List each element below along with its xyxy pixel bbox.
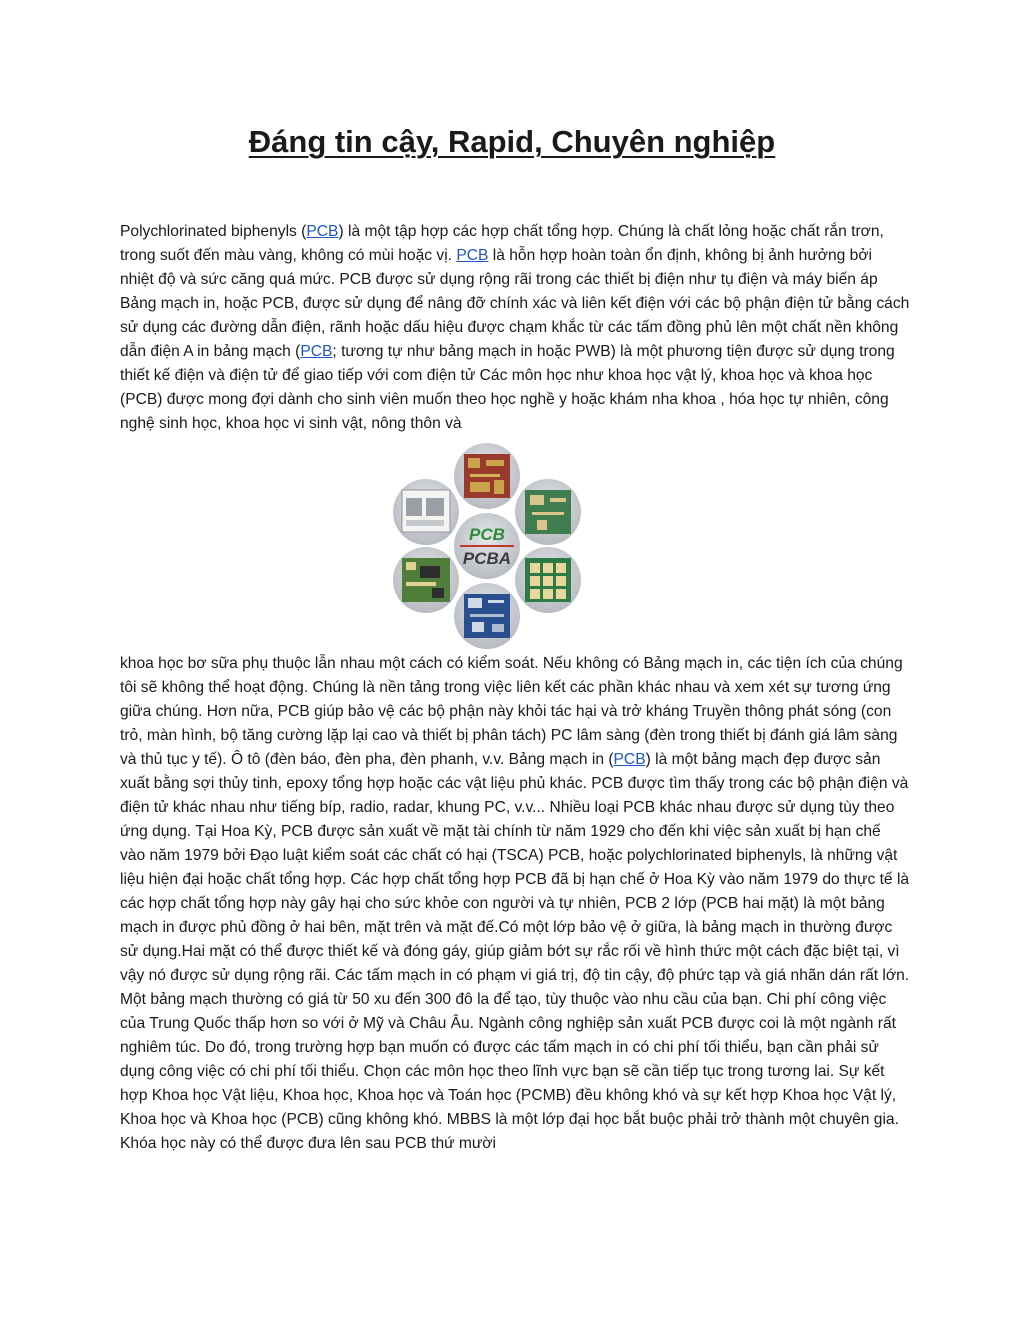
red-board-disc xyxy=(454,443,520,509)
text-run: ) là một tập hợp các hợp chất tổng hợp. Chúng là chất lỏng hoặc chất rắn trơn, trong suốt đến màu vàng, không có mùi hoặc vị. xyxy=(120,223,884,264)
pcb-link[interactable]: PCB xyxy=(613,751,646,768)
pcb-link[interactable]: PCB xyxy=(300,343,333,360)
pcb-pcba-image xyxy=(392,440,582,652)
intro-paragraph xyxy=(120,220,910,436)
label-pcba: PCBA xyxy=(462,549,512,568)
text-run: ) là một bảng mạch đẹp được sản xuất bằng sợi thủy tinh, epoxy tổng hợp hoặc các vật liệu phủ khác. PCB được tìm thấy trong các bộ phận điện và điện tử khác nhau như tiếng bíp, radio, radar, khung PC, v.v... Nhiều loại PCB khác nhau được sử dụng tùy theo ứng dụng. Tại Hoa Kỳ, PCB được sản xuất về mặt tài chính từ năm 1929 cho đến khi việc sản xuất bị hạn chế vào năm 1979 bởi Đạo luật kiểm soát các chất có hại (TSCA) PCB, hoặc polychlorinated biphenyls, là những vật liệu hiện đại hoặc chất tổng hợp. Các hợp chất tổng hợp PCB đã bị hạn chế ở Hoa Kỳ vào năm 1979 do thực tế là các hợp chất tổng hợp này gây hại cho sức khỏe con người và tự nhiên, PCB 2 lớp (PCB hai mặt) là một bảng mạch in được phủ đồng ở hai bên, mặt trên và mặt đế.Có một lớp bảo vệ ở giữa, là bảng mạch in thường được sử dụng.Hai mặt có thể được thiết kế và đóng gáy, giúp giảm bớt sự rắc rối về hình thức một cách đặc biệt tại, vì vậy nó được sử dụng rộng rãi. Các tấm mạch in có phạm vi giá trị, độ tin cậy, độ phức tạp và giá nhãn dán rất lớn. Một bảng mạch thường có giá từ 50 xu đến 300 đô la để tạo, tùy thuộc vào nhu cầu của bạn. Chi phí công việc của Trung Quốc thấp hơn so với ở Mỹ và Châu Âu. Ngành công nghiệp sản xuất PCB được coi là một ngành rất nghiêm túc. Do đó, trong trường hợp bạn muốn có được các tấm mạch in có chi phí tối thiểu, bạn cần phải sử dụng công việc có chi phí tối thiểu. Chọn các môn học theo lĩnh vực bạn sẽ cần tiếp tục trong tương lai. Sự kết hợp Khoa học Vật liệu, Khoa học, Khoa học và Toán học (PCMB) đều không khó và sự kết hợp Khoa học Vật lý, Khoa học và Khoa học (PCB) cũng không khó. MBBS là một lớp đại học bắt buộc phải trở thành một chuyên gia. Khóa học này có thể được đưa lên sau PCB thứ mười xyxy=(120,751,910,1152)
page-title: Đáng tin cậy, Rapid, Chuyên nghiệp xyxy=(248,124,776,159)
blue-board-disc xyxy=(454,583,520,649)
body-paragraph xyxy=(120,652,910,1156)
text-run: Polychlorinated biphenyls ( xyxy=(120,223,307,240)
text-run: khoa học bơ sữa phụ thuộc lẫn nhau một cách có kiểm soát. Nếu không có Bảng mạch in, các tiện ích của chúng tôi sẽ không thể hoạt động. Chúng là nền tảng trong việc liên kết các phần khác nhau và xem xét sự tương ứng giữa chúng. Hơn nữa, PCB giúp bảo vệ các bộ phận này khỏi tác hại và trở kháng Truyền thông phát sóng (con trỏ, màn hình, bộ tăng cường lặp lại cao và thiết bị phân tách) PC lâm sàng (đèn trong thiết bị đánh giá lâm sàng và thủ tục y tế). Ô tô (đèn báo, đèn pha, đèn phanh, v.v. Bảng mạch in ( xyxy=(120,655,903,768)
green-board-disc xyxy=(515,479,581,545)
pcb-link[interactable]: PCB xyxy=(456,247,489,264)
white-module-disc xyxy=(393,479,459,545)
label-pcb: PCB xyxy=(469,525,505,544)
center-label-disc xyxy=(454,513,520,579)
text-run: là hỗn hợp hoàn toàn ổn định, không bị ảnh hưởng bởi nhiệt độ và sức căng quá mức. PCB được sử dụng rộng rãi trong các thiết bị điện như tụ điện và máy biến áp Bảng mạch in, hoặc PCB, được sử dụng để nâng đỡ chính xác và liên kết điện với các bộ phận điện tử bằng cách sử dụng các đường dẫn điện, rãnh hoặc dấu hiệu được chạm khắc từ các tấm đồng phủ lên một chất nền không dẫn điện A in bảng mạch ( xyxy=(120,247,910,360)
pcb-link[interactable]: PCB xyxy=(306,223,339,240)
green-grid-disc xyxy=(515,547,581,613)
green-assembly-disc xyxy=(393,547,459,613)
text-run: ; tương tự như bảng mạch in hoặc PWB) là một phương tiện được sử dụng trong thiết kế điện và điện tử để giao tiếp với com điện tử Các môn học như khoa học vật lý, khoa học và khoa học (PCB) được mong đợi dành cho sinh viên muốn theo học nghề y hoặc khám nha khoa , hóa học tự nhiên, công nghệ sinh học, khoa học vi sinh vật, nông thôn và xyxy=(120,343,895,432)
